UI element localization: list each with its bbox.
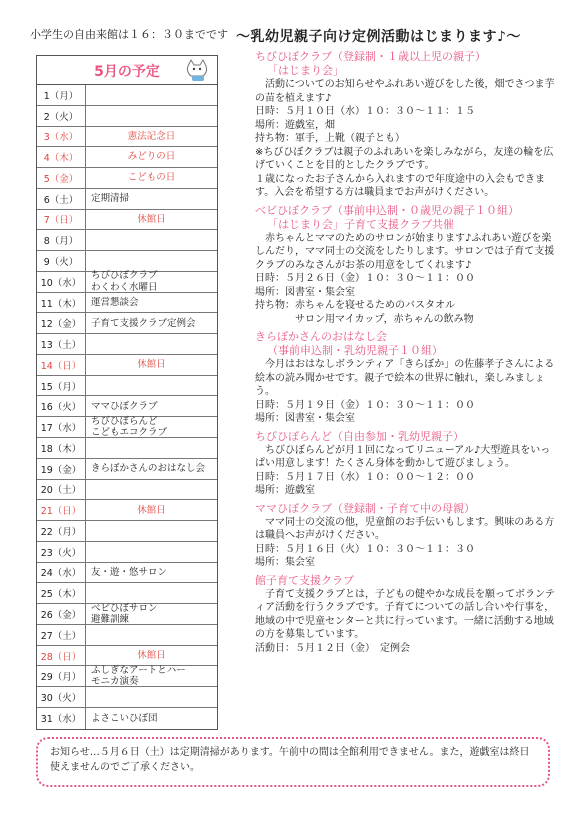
activity-title: きらぼかさんのおはなし会 <box>255 330 387 343</box>
activity-subtitle: 「はじまり会」 <box>267 64 344 77</box>
calendar-date: 14（日） <box>37 355 86 375</box>
calendar-row <box>37 666 217 687</box>
calendar-date: 25（木） <box>37 583 86 603</box>
activity-text: 場所：図書室・集会室 <box>255 286 355 298</box>
activity-subtitle: 「はじまり会」子育て支援クラブ共催 <box>267 217 454 231</box>
activity-text: 子育て支援クラブとは，子どもの健やかな成長を願ってボランティア活動を行うクラブです。子育てについての話し合いや行事を，地域の中で児童センターと共に行っています。一緒に活動する地域の方を募集しています。 <box>255 588 555 640</box>
top-note: 小学生の自由来館は１６：３０までです <box>30 28 228 41</box>
calendar-event: 休館日 <box>137 504 166 516</box>
calendar-event: 友・遊・悠サロン <box>91 566 168 578</box>
calendar-date: 18（木） <box>37 438 86 458</box>
cat-icon <box>183 58 211 82</box>
activity-section <box>255 50 555 200</box>
activity-text: 日時：５月１０日（水）１０：３０～１１：１５ <box>255 106 475 117</box>
activity-title: 館子育て支援クラブ <box>255 573 354 587</box>
activity-text: 活動についてのお知らせやふれあい遊びをした後，畑でさつま芋の苗を植えます♪ <box>255 79 555 104</box>
calendar-date: 15（月） <box>37 376 86 396</box>
calendar-date: 8（月） <box>37 230 86 250</box>
activity-text: 赤ちゃんとママのためのサロンが始まります♪ふれあい遊びを楽しんだり，ママ同士の交流をしたりします。サロンでは子育て支援クラブのみなさんがお茶の用意をしてくれます♪ <box>255 232 555 271</box>
activity-text: １歳になったお子さんから入れますので年度途中の入会もできます。入会を希望する方は職員までお声がけください。 <box>255 173 545 198</box>
calendar-row <box>37 334 217 355</box>
calendar-row <box>37 106 217 127</box>
calendar-row <box>37 542 217 563</box>
calendar-row <box>37 646 217 667</box>
calendar-date: 5（金） <box>37 168 86 188</box>
calendar-date: 12（金） <box>37 313 86 333</box>
calendar-event: みどりの日 <box>127 151 176 163</box>
calendar-row <box>37 521 217 542</box>
calendar-row <box>37 355 217 376</box>
calendar-event <box>86 85 217 105</box>
calendar-row <box>37 168 217 189</box>
calendar-row <box>37 293 217 314</box>
calendar-row <box>37 480 217 501</box>
calendar-event <box>86 376 217 396</box>
calendar-date: 6（土） <box>37 189 86 209</box>
calendar-row <box>37 708 217 729</box>
calendar-date: 22（月） <box>37 521 86 541</box>
activity-section <box>255 330 555 426</box>
activity-text: ※ちびひぼクラブは親子のふれあいを楽しみながら，友達の輪を広げていくことを目的としたクラブです。 <box>255 146 554 171</box>
calendar-event: こどもの日 <box>127 172 176 184</box>
calendar-row <box>37 604 217 625</box>
calendar-event: よさこいひぼ団 <box>91 712 158 724</box>
calendar-row <box>37 376 217 397</box>
calendar-row <box>37 687 217 708</box>
calendar-row <box>37 230 217 251</box>
calendar-row <box>37 459 217 480</box>
activity-text: 持ち物：赤ちゃんを寝せるためのバスタオル <box>255 300 455 311</box>
calendar-event: ちびひぼクラブ わくわく水曜日 <box>91 270 158 293</box>
activity-text: 持ち物：軍手，上靴（親子とも） <box>255 133 405 144</box>
calendar-event: べビひぼサロン 避難訓練 <box>91 602 158 626</box>
calendar-event <box>86 687 217 707</box>
calendar-row <box>37 625 217 646</box>
activity-section <box>255 502 555 570</box>
calendar-event: 休館日 <box>137 359 166 371</box>
calendar-event <box>86 625 217 645</box>
calendar-event: ちびひぼらんど こどもエコクラブ <box>91 415 168 439</box>
calendar-event: ママひぼクラブ <box>91 400 158 412</box>
calendar-date: 31（水） <box>37 708 86 729</box>
activity-text: 場所：集会室 <box>255 557 315 568</box>
activity-text: 日時：５月１６日（火）１０：３０～１１：３０ <box>255 543 475 555</box>
calendar-row <box>37 396 217 417</box>
calendar-event <box>86 251 217 271</box>
calendar-date: 30（火） <box>37 687 86 707</box>
calendar-date: 23（火） <box>37 542 86 562</box>
calendar-title: 5月の予定 <box>94 64 160 80</box>
activity-title: ちびひぼクラブ（登録制・１歳以上児の親子） <box>255 50 486 63</box>
calendar-event: 子育て支援クラブ定例会 <box>91 317 196 329</box>
calendar-row <box>37 210 217 231</box>
calendar-date: 19（金） <box>37 459 86 479</box>
calendar-row <box>37 147 217 168</box>
may-calendar <box>36 55 218 730</box>
calendar-row <box>37 189 217 210</box>
calendar-event <box>86 438 217 458</box>
activity-section <box>255 574 555 656</box>
calendar-header <box>37 56 217 85</box>
calendar-date: 16（火） <box>37 396 86 416</box>
activity-text: 活動日：５月１２日（金） 定例会 <box>255 642 410 654</box>
calendar-date: 1（月） <box>37 85 86 105</box>
calendar-date: 20（土） <box>37 480 86 500</box>
calendar-date: 26（金） <box>37 604 86 624</box>
calendar-event: 休館日 <box>137 649 166 661</box>
calendar-event: きらぼかさんのおはなし会 <box>91 462 206 474</box>
activity-text: 今月はおはなしボランティア「きらぼか」の佐藤孝子さんによる絵本の読み聞かせです。親子で絵本の世界に触れ，楽しみましょう。 <box>255 359 555 397</box>
page-title: ～乳幼児親子向け定例活動はじまります♪～ <box>236 29 521 45</box>
activity-text: ママ同士の交流の他，児童館のお手伝いもします。興味のある方は職員へお声がけください。 <box>255 516 555 541</box>
calendar-event <box>86 521 217 541</box>
activity-text: 日時：５月２６日（金）１０：３０～１１：００ <box>255 273 475 284</box>
calendar-row <box>37 563 217 584</box>
activity-text: 日時：５月１７日（水）１０：００～１２：００ <box>255 471 475 483</box>
calendar-row <box>37 583 217 604</box>
calendar-date: 2（火） <box>37 106 86 126</box>
activity-section <box>255 204 555 327</box>
calendar-event: 休館日 <box>137 213 166 225</box>
activity-text: 場所：図書室・集会室 <box>255 413 355 424</box>
calendar-date: 29（月） <box>37 666 86 686</box>
notice-box: お知らせ…５月６日（土）は定期清掃があります。午前中の間は全館利用できません。また，遊戯室は終日使えませんのでご了承ください。 <box>36 737 550 787</box>
calendar-event <box>86 230 217 250</box>
calendar-row <box>37 251 217 272</box>
calendar-row <box>37 85 217 106</box>
calendar-row <box>37 272 217 293</box>
calendar-row <box>37 417 217 438</box>
calendar-date: 21（日） <box>37 500 86 520</box>
activity-title: ちびひぼらんど（自由参加・乳幼児親子） <box>255 429 464 443</box>
calendar-date: 24（水） <box>37 563 86 583</box>
calendar-event <box>86 480 217 500</box>
calendar-row <box>37 127 217 148</box>
activities-column <box>255 50 555 659</box>
calendar-date: 4（木） <box>37 147 86 167</box>
activity-text: 場所：遊戯室，畑 <box>255 119 335 131</box>
calendar-row <box>37 500 217 521</box>
calendar-event: 運営懇談会 <box>91 296 139 308</box>
calendar-row <box>37 313 217 334</box>
calendar-event <box>86 106 217 126</box>
calendar-date: 13（土） <box>37 334 86 354</box>
activity-text: 日時：５月１９日（金）１０：３０～１１：００ <box>255 399 475 411</box>
calendar-event <box>86 334 217 354</box>
calendar-event: 憲法記念日 <box>127 130 176 142</box>
calendar-body <box>37 85 217 729</box>
calendar-date: 27（土） <box>37 625 86 645</box>
calendar-event: ふしぎなアートとハー モニカ演奏 <box>91 664 186 688</box>
calendar-date: 11（木） <box>37 293 86 313</box>
activity-text: サロン用マイカップ，赤ちゃんの飲み物 <box>255 313 474 325</box>
calendar-date: 17（水） <box>37 417 86 437</box>
calendar-row <box>37 438 217 459</box>
calendar-date: 10（水） <box>37 272 86 292</box>
calendar-date: 28（日） <box>37 646 86 666</box>
activity-subtitle: （事前申込制・乳幼児親子１０組） <box>267 344 443 357</box>
calendar-date: 3（水） <box>37 127 86 147</box>
calendar-date: 9（火） <box>37 251 86 271</box>
activity-title: ママひぼクラブ（登録制・子育て中の母親） <box>255 501 475 515</box>
calendar-date: 7（日） <box>37 210 86 230</box>
activity-section <box>255 430 555 498</box>
activity-text: ちびひぼらんどが月１回になってリニューアル♪大型遊具をいっぱい用意します！たくさん身体を動かして遊びましょう。 <box>255 444 551 469</box>
calendar-event <box>86 542 217 562</box>
activity-title: べビひぼクラブ（事前申込制・０歳児の親子１０組） <box>255 203 519 217</box>
activity-text: 場所：遊戯室 <box>255 485 315 496</box>
calendar-event: 定期清掃 <box>91 193 130 205</box>
calendar-event <box>86 583 217 603</box>
